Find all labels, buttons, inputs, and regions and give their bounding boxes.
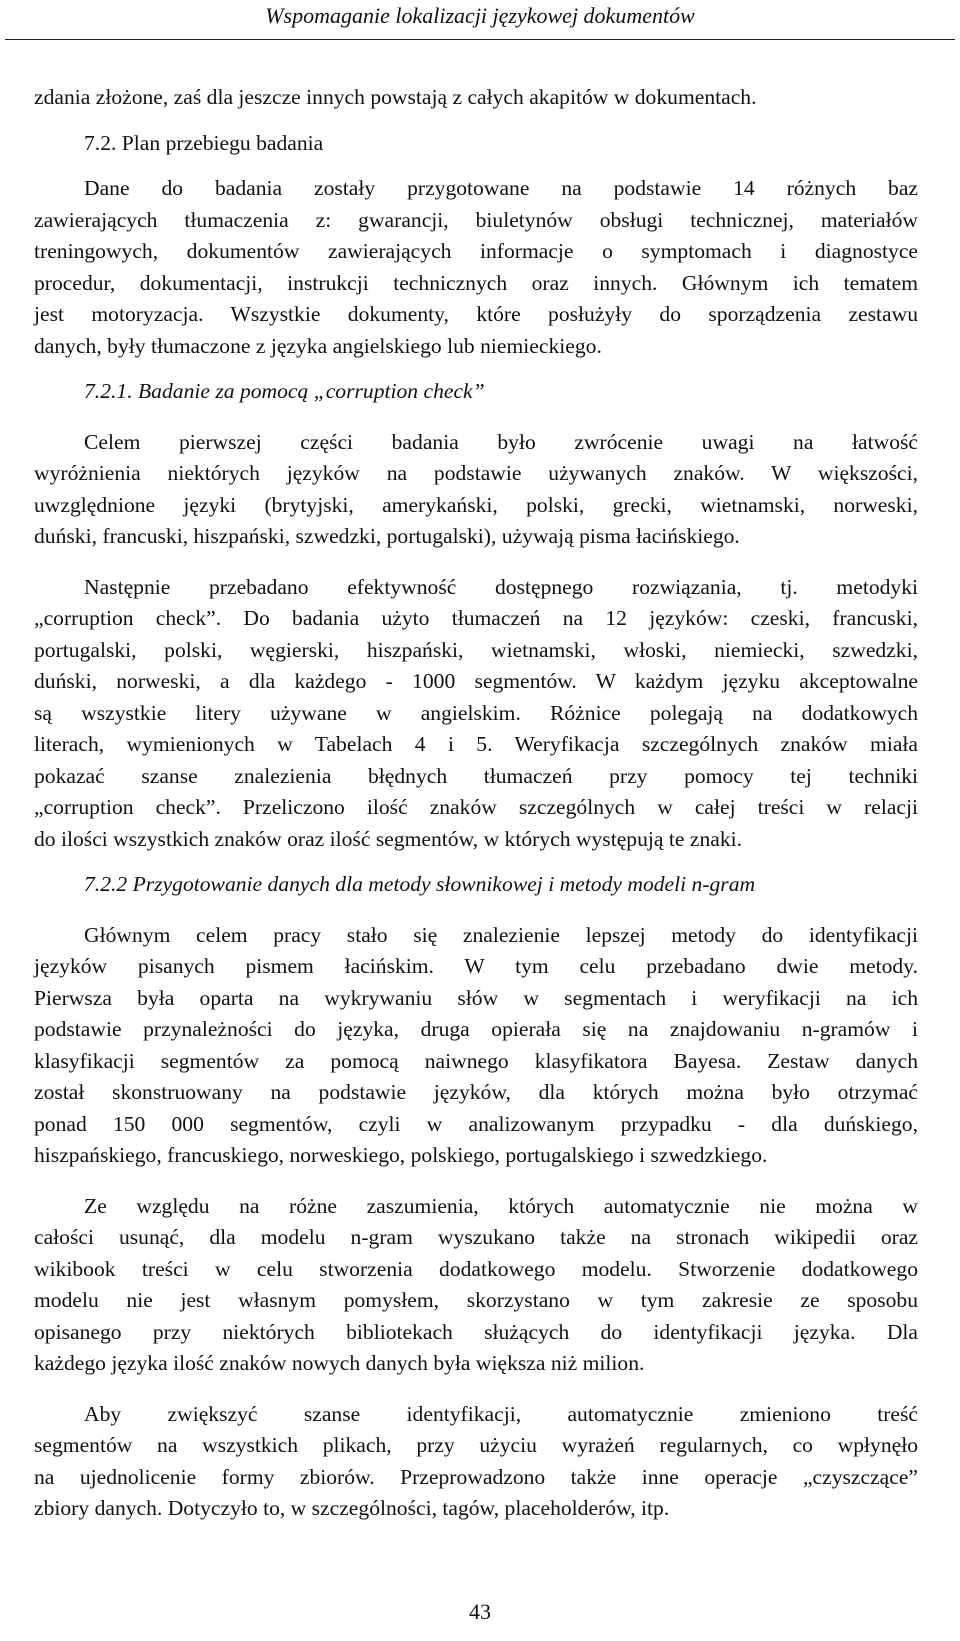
paragraph-line: portugalski, polski, węgierski, hiszpański, wietnamski, włoski, niemiecki, szwedzki, bbox=[34, 637, 918, 662]
page-body bbox=[34, 82, 918, 1525]
paragraph-line: hiszpańskiego, francuskiego, norweskiego, polskiego, portugalskiego i szwedzkiego. bbox=[34, 1143, 768, 1167]
paragraph-line: pokazać szanse znalezienia błędnych tłumaczeń przy pomocy tej techniki bbox=[34, 763, 918, 788]
paragraph-line: Pierwsza była oparta na wykrywaniu słów w segmentach i weryfikacji na ich bbox=[34, 985, 918, 1010]
paragraph-line: Celem pierwszej części badania było zwrócenie uwagi na łatwość bbox=[84, 429, 918, 454]
paragraph-line: na ujednolicenie formy zbiorów. Przeprowadzono także inne operacje „czyszczące” bbox=[34, 1464, 918, 1489]
paragraph-continuation-line: zdania złożone, zaś dla jeszcze innych powstają z całych akapitów w dokumentach. bbox=[34, 85, 757, 109]
paragraph-line: Głównym celem pracy stało się znalezienie lepszej metody do identyfikacji bbox=[84, 922, 918, 947]
paragraph-line: jest motoryzacja. Wszystkie dokumenty, które posłużyły do sporządzenia zestawu bbox=[34, 302, 918, 326]
paragraph-line: uwzględnione języki (brytyjski, amerykański, polski, grecki, wietnamski, norweski, bbox=[34, 492, 918, 517]
paragraph-line: wikibook treści w celu stworzenia dodatkowego modelu. Stworzenie dodatkowego bbox=[34, 1256, 918, 1281]
paragraph-line: duński, norweski, a dla każdego - 1000 segmentów. W każdym języku akceptowalne bbox=[34, 669, 918, 693]
paragraph-line: do ilości wszystkich znaków oraz ilość segmentów, w których występują te znaki. bbox=[34, 826, 743, 851]
paragraph-line: klasyfikacji segmentów za pomocą naiwnego klasyfikatora Bayesa. Zestaw danych bbox=[34, 1048, 918, 1073]
paragraph-data-sources bbox=[34, 173, 918, 362]
paragraph-character-distinction bbox=[34, 427, 918, 553]
paragraph-ngram-model bbox=[34, 1191, 918, 1380]
subsection-heading-7-2-1: 7.2.1. Badanie za pomocą „corruption check” bbox=[84, 379, 485, 403]
paragraph-line: danych, były tłumaczone z języka angielskiego lub niemieckiego. bbox=[34, 333, 602, 358]
running-header: Wspomaganie lokalizacji językowej dokumentów bbox=[265, 3, 695, 28]
paragraph-line: zawierających tłumaczenia z: gwarancji, biuletynów obsługi technicznej, materiałów bbox=[34, 207, 918, 232]
paragraph-line: treningowych, dokumentów zawierających informacje o symptomach i diagnostyce bbox=[34, 239, 918, 263]
paragraph-line: modelu nie jest własnym pomysłem, skorzystano w tym zakresie ze sposobu bbox=[34, 1288, 918, 1312]
paragraph-line: ponad 150 000 segmentów, czyli w analizowanym przypadku - dla duńskiego, bbox=[34, 1111, 918, 1136]
paragraph-line: procedur, dokumentacji, instrukcji technicznych oraz innych. Głównym ich tematem bbox=[34, 270, 918, 295]
page-number: 43 bbox=[469, 1599, 491, 1624]
paragraph-line: całości usunąć, dla modelu n-gram wyszukano także na stronach wikipedii oraz bbox=[34, 1225, 918, 1249]
paragraph-line: Dane do badania zostały przygotowane na podstawie 14 różnych baz bbox=[84, 176, 918, 200]
paragraph-line: Ze względu na różne zaszumienia, których automatycznie nie można w bbox=[84, 1193, 918, 1218]
paragraph-line: został skonstruowany na podstawie języków, dla których można było otrzymać bbox=[34, 1080, 918, 1104]
paragraph-line: „corruption check”. Do badania użyto tłumaczeń na 12 języków: czeski, francuski, bbox=[34, 606, 918, 630]
paragraph-line: segmentów na wszystkich plikach, przy użyciu wyrażeń regularnych, co wpłynęło bbox=[34, 1433, 918, 1457]
section-heading-7-2: 7.2. Plan przebiegu badania bbox=[84, 130, 324, 155]
paragraph-line: opisanego przy niektórych bibliotekach służących do identyfikacji języka. Dla bbox=[34, 1319, 918, 1344]
subsection-heading-7-2-2: 7.2.2 Przygotowanie danych dla metody słownikowej i metody modeli n-gram bbox=[84, 872, 756, 896]
paragraph-line: wyróżnienia niektórych języków na podstawie używanych znaków. W większości, bbox=[34, 461, 918, 485]
paragraph-line: są wszystkie litery używane w angielskim. Różnice polegają na dodatkowych bbox=[34, 700, 918, 725]
paragraph-line: podstawie przynależności do języka, druga opierała się na znajdowaniu n-gramów i bbox=[34, 1017, 918, 1041]
paragraph-two-methods bbox=[34, 920, 918, 1172]
paragraph-line: języków pisanych pismem łacińskim. W tym celu przebadano dwie metody. bbox=[34, 954, 918, 978]
paragraph-line: Aby zwiększyć szanse identyfikacji, automatycznie zmieniono treść bbox=[84, 1401, 918, 1426]
paragraph-line: duński, francuski, hiszpański, szwedzki, portugalski), używają pisma łacińskiego. bbox=[34, 524, 740, 548]
paragraph-line: każdego języka ilość znaków nowych danych była większa niż milion. bbox=[34, 1351, 645, 1375]
paragraph-normalization bbox=[34, 1399, 918, 1525]
paragraph-line: Następnie przebadano efektywność dostępnego rozwiązania, tj. metodyki bbox=[84, 574, 918, 599]
paragraph-line: literach, wymienionych w Tabelach 4 i 5. Weryfikacja szczególnych znaków miała bbox=[34, 732, 918, 756]
paragraph-line: „corruption check”. Przeliczono ilość znaków szczególnych w całej treści w relacji bbox=[34, 795, 918, 819]
paragraph-corruption-check bbox=[34, 572, 918, 856]
header-divider bbox=[5, 39, 955, 40]
paragraph-line: zbiory danych. Dotyczyło to, w szczególności, tagów, placeholderów, itp. bbox=[34, 1496, 670, 1520]
